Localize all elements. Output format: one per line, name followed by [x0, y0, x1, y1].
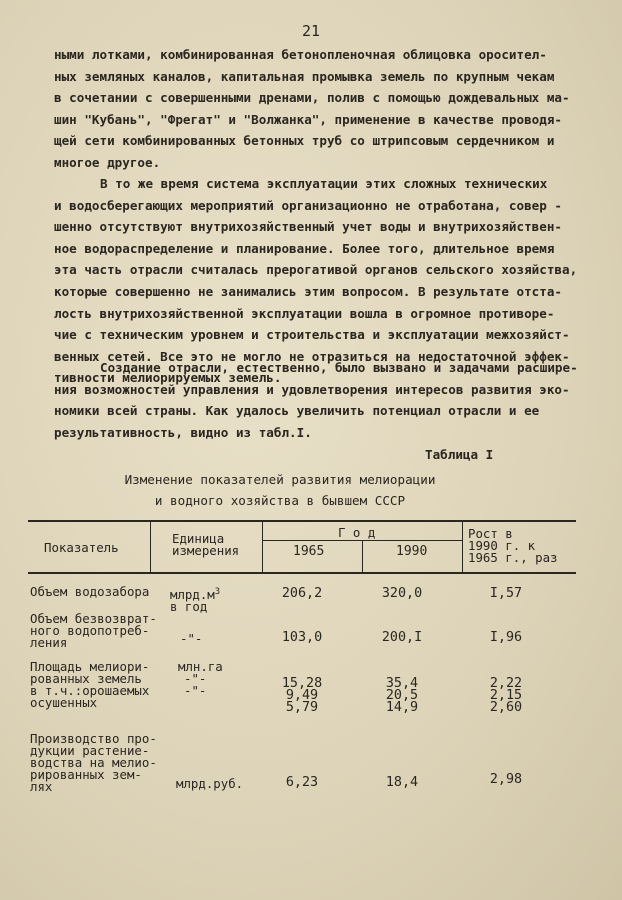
text-line: щей сети комбинированных бетонных труб со штрипсовым сердечником и — [54, 133, 555, 149]
table-row-indicator: Объем водозабора — [30, 584, 150, 599]
text-line: номики всей страны. Как удалось увеличить потенциал отрасли и ее — [54, 403, 540, 419]
table-row-unit: -"- — [180, 631, 203, 646]
text-line: ных земляных каналов, капитальная промывка земель по крупным чекам — [54, 68, 555, 84]
text-line: венных сетей. Все это не могло не отразиться на недостаточной эффек- — [54, 348, 570, 364]
text-line: в сочетании с совершенными дренами, полив с помощью дождевальных ма- — [54, 90, 570, 106]
header-1965: 1965 — [293, 544, 325, 559]
table-title-line: и водного хозяйства в бывшем СССР — [154, 493, 406, 508]
table-row-growth: 2,98 — [489, 772, 523, 787]
table-top-rule — [28, 520, 576, 522]
table-row-growth: 2,22 2,15 2,60 — [489, 676, 523, 715]
table-row-1990: 35,4 20,5 14,9 — [385, 676, 419, 715]
text-line: и водосберегающих мероприятий организационно не отработана, совер - — [54, 197, 562, 213]
column-divider — [150, 521, 151, 573]
table-row-indicator: Объем безвозврат- ного водопотреб- ления — [30, 611, 157, 650]
text-line: которые совершенно не занимались этим вопросом. В результате отста- — [54, 283, 562, 299]
header-indicator: Показатель — [44, 540, 119, 555]
text-line: результативность, видно из табл.I. — [54, 424, 312, 440]
column-divider — [262, 521, 263, 573]
text-line: тивности мелиорируемых земель. — [54, 370, 282, 386]
table-row-1990: 18,4 — [385, 775, 419, 790]
text-line: шин "Кубань", "Фрегат" и "Волжанка", применение в качестве проводя- — [54, 111, 562, 127]
table-row-indicator: Площадь мелиори- рованных земель в т.ч.:орошаемых осушенных — [30, 659, 150, 710]
text-line: эта часть отрасли считалась прерогативой органов сельского хозяйства, — [54, 262, 578, 278]
table-row-1990: 320,0 — [381, 586, 423, 601]
text-line: лость внутрихозяйственной эксплуатации вошла в огромное противоре- — [54, 305, 555, 321]
table-row-unit: $млрд.м^3$ в год — [170, 587, 221, 615]
table-row-unit: млн.га -"- -"- — [178, 659, 223, 698]
table-title — [100, 469, 460, 511]
text-line: ное водораспределение и планирование. Более того, длительное время — [54, 240, 555, 256]
table-row-1965: 103,0 — [281, 630, 323, 645]
table-row-1965: 206,2 — [281, 586, 323, 601]
table-row-1965: 6,23 — [285, 775, 319, 790]
table-row-1990: 200,I — [381, 630, 423, 645]
text-line: Создание отрасли, естественно, было вызвано и задачами расшире- — [100, 360, 578, 375]
text-line: шенно отсутствуют внутрихозяйственный учет воды и внутрихозяйствен- — [54, 219, 562, 235]
header-1990: 1990 — [396, 544, 428, 559]
header-unit: Единица измерения — [172, 531, 240, 558]
table-header-rule — [28, 572, 576, 574]
header-growth: Рост в 1990 г. к 1965 г., раз — [468, 526, 558, 565]
paragraph-1 — [54, 44, 574, 174]
column-divider — [362, 541, 363, 573]
page-number: 21 — [301, 22, 321, 40]
text-line: чие с техническим уровнем и строительства и эксплуатации межхозяйст- — [54, 327, 570, 343]
text-line: ния возможностей управления и удовлетворения интересов развития эко- — [54, 381, 570, 397]
table-row-growth: I,96 — [489, 630, 523, 645]
paragraph-3 — [54, 357, 578, 443]
table-title-line: Изменение показателей развития мелиорации — [124, 472, 436, 487]
table-label: Таблица I — [425, 447, 494, 462]
text-line: многое другое. — [54, 154, 161, 170]
table-row-unit: млрд.руб. — [176, 776, 244, 791]
table-row-indicator: Производство про- дукции растение- водства на мелио- рированных зем- лях — [30, 731, 157, 794]
table-row-growth: I,57 — [489, 586, 523, 601]
header-year: Г о д — [338, 525, 376, 540]
text-line: В то же время система эксплуатации этих сложных технических — [100, 176, 548, 191]
column-divider — [462, 521, 463, 573]
table-row-1965: 15,28 9,49 5,79 — [281, 676, 323, 715]
text-line: ными лотками, комбинированная бетонопленочная облицовка оросител- — [54, 47, 547, 62]
